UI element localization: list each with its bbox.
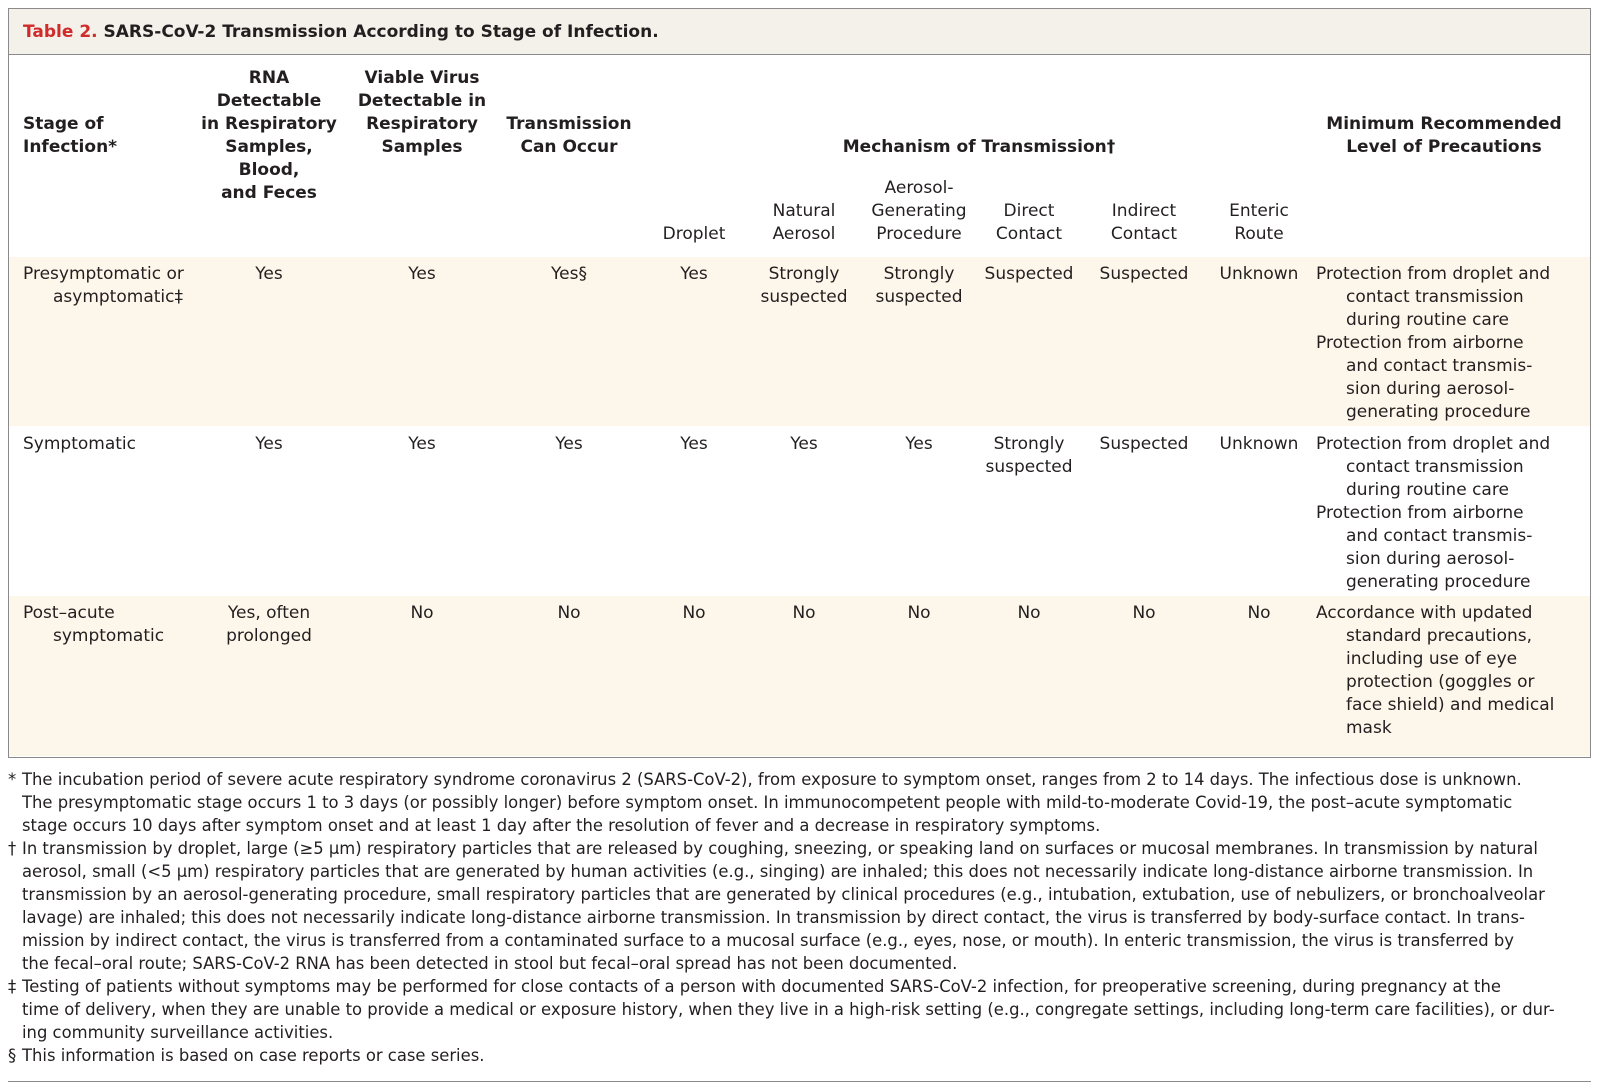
cell-indirect (1089, 602, 1199, 625)
text-line: Viable Virus (364, 68, 480, 88)
cell-agp (859, 263, 979, 309)
text-line: Yes (680, 434, 708, 454)
text-line: Yes (680, 264, 708, 284)
cell-stage (23, 263, 203, 309)
header-mechanism: Mechanism of Transmission† (842, 137, 1116, 157)
bottom-rule (8, 1081, 1591, 1082)
text-line: protection (goggles or (1346, 672, 1535, 692)
text-line: Post–acute (23, 603, 115, 623)
text-line: lavage) are inhaled; this does not necessarily indicate long-distance airborne transmission. In transmission by direct contact, the virus is transferred by body-surface contact. In trans- (22, 908, 1525, 927)
text-line: Symptomatic (23, 434, 136, 454)
text-line: Can Occur (520, 137, 618, 157)
text-line: Suspected (1099, 264, 1189, 284)
table-container (8, 8, 1591, 758)
text-line: suspected (875, 287, 963, 307)
text-line: and contact transmis- (1346, 356, 1533, 376)
text-line: Enteric (1229, 201, 1289, 221)
text-line: ing community surveillance activities. (22, 1023, 334, 1042)
text-line: Infection* (23, 137, 118, 157)
text-line: Strongly (768, 264, 840, 284)
cell-transmission (489, 433, 649, 456)
text-line: standard precautions, (1346, 626, 1533, 646)
cell-indirect (1089, 433, 1199, 456)
cell-viable (347, 433, 497, 456)
text-line: Yes (905, 434, 933, 454)
text-line: Respiratory (366, 114, 478, 134)
cell-indirect (1089, 263, 1199, 286)
text-line: suspected (985, 457, 1073, 477)
footnote (8, 975, 1591, 1044)
cell-agp (859, 602, 979, 625)
cell-droplet (644, 263, 744, 286)
cell-enteric (1204, 263, 1314, 286)
cell-direct (979, 433, 1079, 479)
header-precautions (1304, 113, 1584, 159)
table-number: Table 2. (23, 22, 98, 42)
cell-stage (23, 602, 203, 648)
cell-precautions (1316, 433, 1586, 594)
text-line: face shield) and medical (1346, 695, 1555, 715)
cell-rna (194, 602, 344, 648)
text-line: In transmission by droplet, large (≥5 μm) respiratory particles that are released by coughing, sneezing, or speaking land on surfaces or mucosal membranes. In transmission by natural (22, 839, 1538, 858)
text-line: Aerosol (772, 224, 836, 244)
text-line: contact transmission (1346, 287, 1524, 307)
footnote-symbol: * (8, 770, 17, 789)
cell-enteric (1204, 433, 1314, 456)
text-line: Yes (255, 434, 283, 454)
text-line: No (907, 603, 931, 623)
text-line: This information is based on case reports or case series. (22, 1046, 485, 1065)
cell-viable (347, 602, 497, 625)
text-line: Suspected (984, 264, 1074, 284)
footnote-symbol: † (8, 839, 17, 858)
text-line: Contact (1110, 224, 1178, 244)
precaution-item (1316, 332, 1586, 424)
footnote (8, 1044, 1591, 1067)
text-line: transmission by an aerosol-generating procedure, small respiratory particles that are generated by clinical procedures (e.g., intubation, extubation, use of nebulizers, or bronchoalveolar (22, 885, 1545, 904)
text-line: Strongly (883, 264, 955, 284)
subheader-indirect-contact (1089, 200, 1199, 246)
subheader-enteric-route (1204, 200, 1314, 246)
text-line: Aerosol- (884, 178, 954, 198)
cell-enteric (1204, 602, 1314, 625)
text-line: Protection from airborne (1316, 333, 1524, 353)
text-line: Presymptomatic or (23, 264, 184, 284)
table-title (9, 9, 1590, 55)
cell-transmission (489, 602, 649, 625)
text-line: sion during aerosol- (1346, 549, 1515, 569)
text-line: Yes (790, 434, 818, 454)
cell-precautions (1316, 263, 1586, 424)
cell-transmission (489, 263, 649, 286)
cell-agp (859, 433, 979, 456)
text-line: Protection from droplet and (1316, 264, 1551, 284)
cell-natural-aerosol (754, 602, 854, 625)
text-line: The incubation period of severe acute respiratory syndrome coronavirus 2 (SARS-CoV-2), from exposure to symptom onset, ranges from 2 to 14 days. The infectious dose is unknown. (22, 770, 1522, 789)
text-line: Samples (381, 137, 463, 157)
cell-stage (23, 433, 203, 456)
text-line: Detectable in (357, 91, 487, 111)
text-line: suspected (760, 287, 848, 307)
text-line: Yes (555, 434, 583, 454)
text-line: The presymptomatic stage occurs 1 to 3 days (or possibly longer) before symptom onset. In immunocompetent people with mild-to-moderate Covid-19, the post–acute symptomatic (22, 793, 1513, 812)
cell-viable (347, 263, 497, 286)
text-line: mask (1346, 718, 1392, 738)
text-line: contact transmission (1346, 457, 1524, 477)
text-line: Testing of patients without symptoms may be performed for close contacts of a person with documented SARS-CoV-2 infection, for preoperative screening, during pregnancy at the (22, 977, 1501, 996)
text-line: Generating (871, 201, 967, 221)
text-line: Level of Precautions (1346, 137, 1542, 157)
text-line: the fecal–oral route; SARS-CoV-2 RNA has been detected in stool but fecal–oral spread has not been documented. (22, 954, 958, 973)
cell-rna (194, 263, 344, 286)
text-line: mission by indirect contact, the virus is transferred from a contaminated surface to a mucosal surface (e.g., eyes, nose, or mouth). In enteric transmission, the virus is transferred by (22, 931, 1514, 950)
subheader-natural-aerosol (754, 200, 854, 246)
cell-direct (979, 602, 1079, 625)
text-line: Route (1234, 224, 1284, 244)
text-line: and contact transmis- (1346, 526, 1533, 546)
text-line: Procedure (876, 224, 962, 244)
text-line: Direct (1003, 201, 1055, 221)
text-line: Yes, often (227, 603, 311, 623)
text-line: in Respiratory (201, 114, 337, 134)
subheader-agp (859, 177, 979, 246)
text-line: Unknown (1219, 434, 1299, 454)
footnote (8, 837, 1591, 975)
text-line: Droplet (662, 224, 726, 244)
precaution-item (1316, 263, 1586, 332)
text-line: No (1017, 603, 1041, 623)
footnote (8, 768, 1591, 837)
footnote-symbol: ‡ (8, 977, 17, 996)
header-viable (347, 67, 497, 159)
text-line: prolonged (226, 626, 312, 646)
cell-precautions (1316, 602, 1586, 740)
text-line: RNA Detectable (216, 68, 322, 111)
footnote-symbol: § (8, 1046, 17, 1065)
text-line: during routine care (1346, 310, 1509, 330)
text-line: No (410, 603, 434, 623)
table-title-text: SARS-CoV-2 Transmission According to Stage of Infection. (103, 22, 659, 42)
cell-droplet (644, 602, 744, 625)
text-line: Yes (408, 264, 436, 284)
cell-natural-aerosol (754, 263, 854, 309)
text-line: No (1132, 603, 1156, 623)
text-line: including use of eye (1346, 649, 1518, 669)
text-line: Protection from airborne (1316, 503, 1524, 523)
subheader-direct-contact (979, 200, 1079, 246)
text-line: No (792, 603, 816, 623)
text-line: sion during aerosol- (1346, 379, 1515, 399)
text-line: Yes (255, 264, 283, 284)
cell-droplet (644, 433, 744, 456)
text-line: during routine care (1346, 480, 1509, 500)
text-line: No (682, 603, 706, 623)
text-line: Stage of (23, 114, 104, 134)
precaution-item (1316, 502, 1586, 594)
cell-rna (194, 433, 344, 456)
cell-direct (979, 263, 1079, 286)
text-line: Accordance with updated (1316, 603, 1533, 623)
text-line: Indirect (1111, 201, 1177, 221)
header-rna (194, 67, 344, 205)
text-line: symptomatic (53, 626, 165, 646)
text-line: No (1247, 603, 1271, 623)
text-line: time of delivery, when they are unable to provide a medical or exposure history, when they live in a high-risk setting (e.g., congregate settings, including long-term care facilities), or dur- (22, 1000, 1555, 1019)
text-line: Yes (408, 434, 436, 454)
text-line: Yes§ (551, 264, 587, 284)
text-line: generating procedure (1346, 572, 1531, 592)
text-line: Unknown (1219, 264, 1299, 284)
text-line: aerosol, small (<5 μm) respiratory particles that are generated by human activities (e.g., singing) are inhaled; this does not necessarily indicate long-distance airborne transmission. In (22, 862, 1534, 881)
text-line: asymptomatic‡ (53, 287, 183, 307)
header-stage (23, 113, 203, 159)
text-line: Suspected (1099, 434, 1189, 454)
text-line: Strongly (993, 434, 1065, 454)
header-transmission (489, 113, 649, 159)
text-line: No (557, 603, 581, 623)
subheader-droplet (644, 223, 744, 246)
text-line: Minimum Recommended (1326, 114, 1562, 134)
footnotes (8, 768, 1591, 1067)
precaution-item (1316, 433, 1586, 502)
text-line: Samples, Blood, (225, 137, 313, 180)
text-line: generating procedure (1346, 402, 1531, 422)
text-line: and Feces (221, 183, 317, 203)
text-line: stage occurs 10 days after symptom onset and at least 1 day after the resolution of fever and a decrease in respiratory symptoms. (22, 816, 1101, 835)
precaution-item (1316, 602, 1586, 740)
text-line: Transmission (506, 114, 632, 134)
cell-natural-aerosol (754, 433, 854, 456)
text-line: Contact (995, 224, 1063, 244)
text-line: Natural (772, 201, 836, 221)
text-line: Protection from droplet and (1316, 434, 1551, 454)
